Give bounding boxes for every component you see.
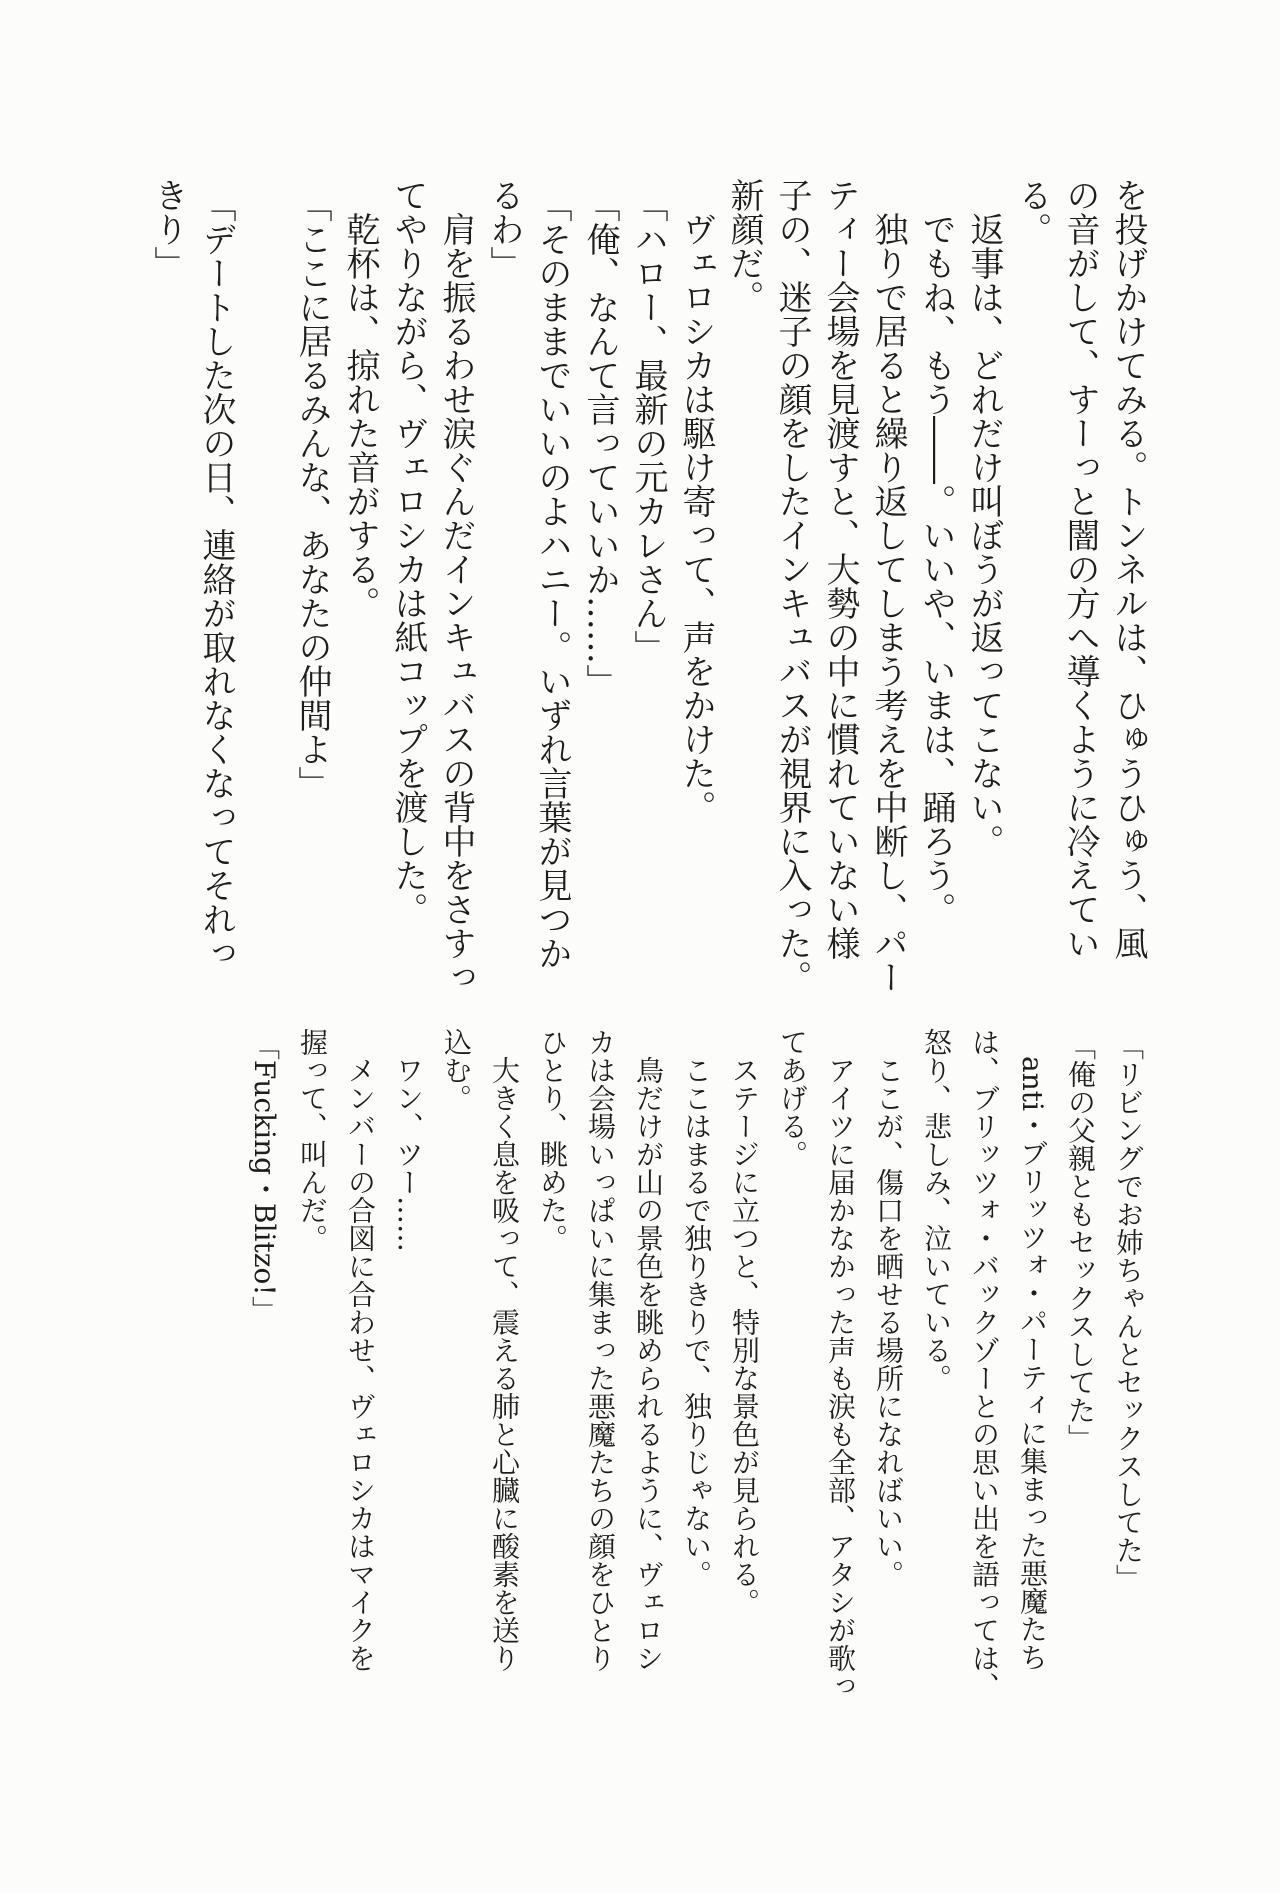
text-line: ここはまるで独りきりで、独りじゃない。 (680, 1056, 713, 1588)
text-line: 大きく息を吸って、震える肺と心臓に酸素を送り (488, 1056, 521, 1672)
text-line: アイツに届かなかった声も涙も全部、アタシが歌っ (824, 1056, 857, 1700)
text-line: 「ここに居るみんな、あなたの仲間よ」 (292, 188, 332, 801)
text-line: 返事は、どれだけ叫ぼうが返ってこない。 (964, 212, 1004, 858)
text-line: てあげる。 (776, 1028, 809, 1168)
text-line: 「Fucking・Blitzo!」 (248, 1032, 281, 1324)
text-line: の音がして、すーっと闇の方へ導くように冷えてい (1060, 178, 1100, 960)
text-line: 怒り、悲しみ、泣いている。 (920, 1028, 953, 1392)
text-line: るわ」 (484, 178, 524, 280)
text-line: 込む。 (440, 1028, 473, 1112)
text-line: 乾杯は、掠れた音がする。 (340, 212, 380, 620)
text-line: anti・ブリッツォ・パーティに集まった悪魔たち (1016, 1056, 1049, 1671)
text-line: 「ハロー、最新の元カレさん」 (628, 188, 668, 665)
text-line: ティー会場を見渡すと、大勢の中に慣れていない様 (820, 178, 860, 960)
text-line: 「俺の父親ともセックスしてた」 (1064, 1032, 1097, 1453)
text-line: 「デートした次の日、連絡が取れなくなってそれっ (196, 188, 236, 971)
text-line: は、ブリッツォ・バックゾーとの思い出を語っては、 (968, 1028, 1001, 1700)
text-line: ここが、傷口を晒せる場所になればいい。 (872, 1056, 905, 1588)
text-line: メンバーの合図に合わせ、ヴェロシカはマイクを (344, 1056, 377, 1672)
text-line: 肩を振るわせ涙ぐんだインキュバスの背中をさすっ (436, 212, 476, 994)
text-line: を投げかけてみる。トンネルは、ひゅうひゅう、風 (1108, 178, 1148, 960)
text-line: でもね、もう――。いいや、いまは、踊ろう。 (916, 212, 956, 926)
text-line: 新顔だ。 (724, 178, 764, 314)
bottom-text-block (240, 1028, 1152, 1720)
text-line: ステージに立つと、特別な景色が見られる。 (728, 1056, 761, 1616)
top-text-block (144, 178, 1152, 1013)
text-line: 独りで居ると繰り返してしまう考えを中断し、パー (868, 212, 908, 994)
text-line: 握って、叫んだ。 (296, 1028, 329, 1252)
text-line: 子の、迷子の顔をしたインキュバスが視界に入った。 (772, 178, 812, 994)
text-line: きり」 (148, 178, 188, 280)
text-line: ワン、ツー…… (392, 1056, 425, 1252)
text-line: 「俺、なんて言っていいか……」 (580, 188, 620, 699)
text-line: 「リビングでお姉ちゃんとセックスしてた」 (1112, 1032, 1145, 1593)
text-line: カは会場いっぱいに集まった悪魔たちの顔をひとり (584, 1028, 617, 1672)
text-line: る。 (1012, 178, 1052, 246)
text-line: 「そのままでいいのよハニー。いずれ言葉が見つか (532, 188, 572, 971)
text-line: てやりながら、ヴェロシカは紙コップを渡した。 (388, 178, 428, 926)
text-line: ひとり、眺めた。 (536, 1028, 569, 1252)
text-line: ヴェロシカは駆け寄って、声をかけた。 (676, 212, 716, 824)
text-line: 鳥だけが山の景色を眺められるように、ヴェロシ (632, 1056, 665, 1672)
blank-line (240, 178, 288, 1013)
